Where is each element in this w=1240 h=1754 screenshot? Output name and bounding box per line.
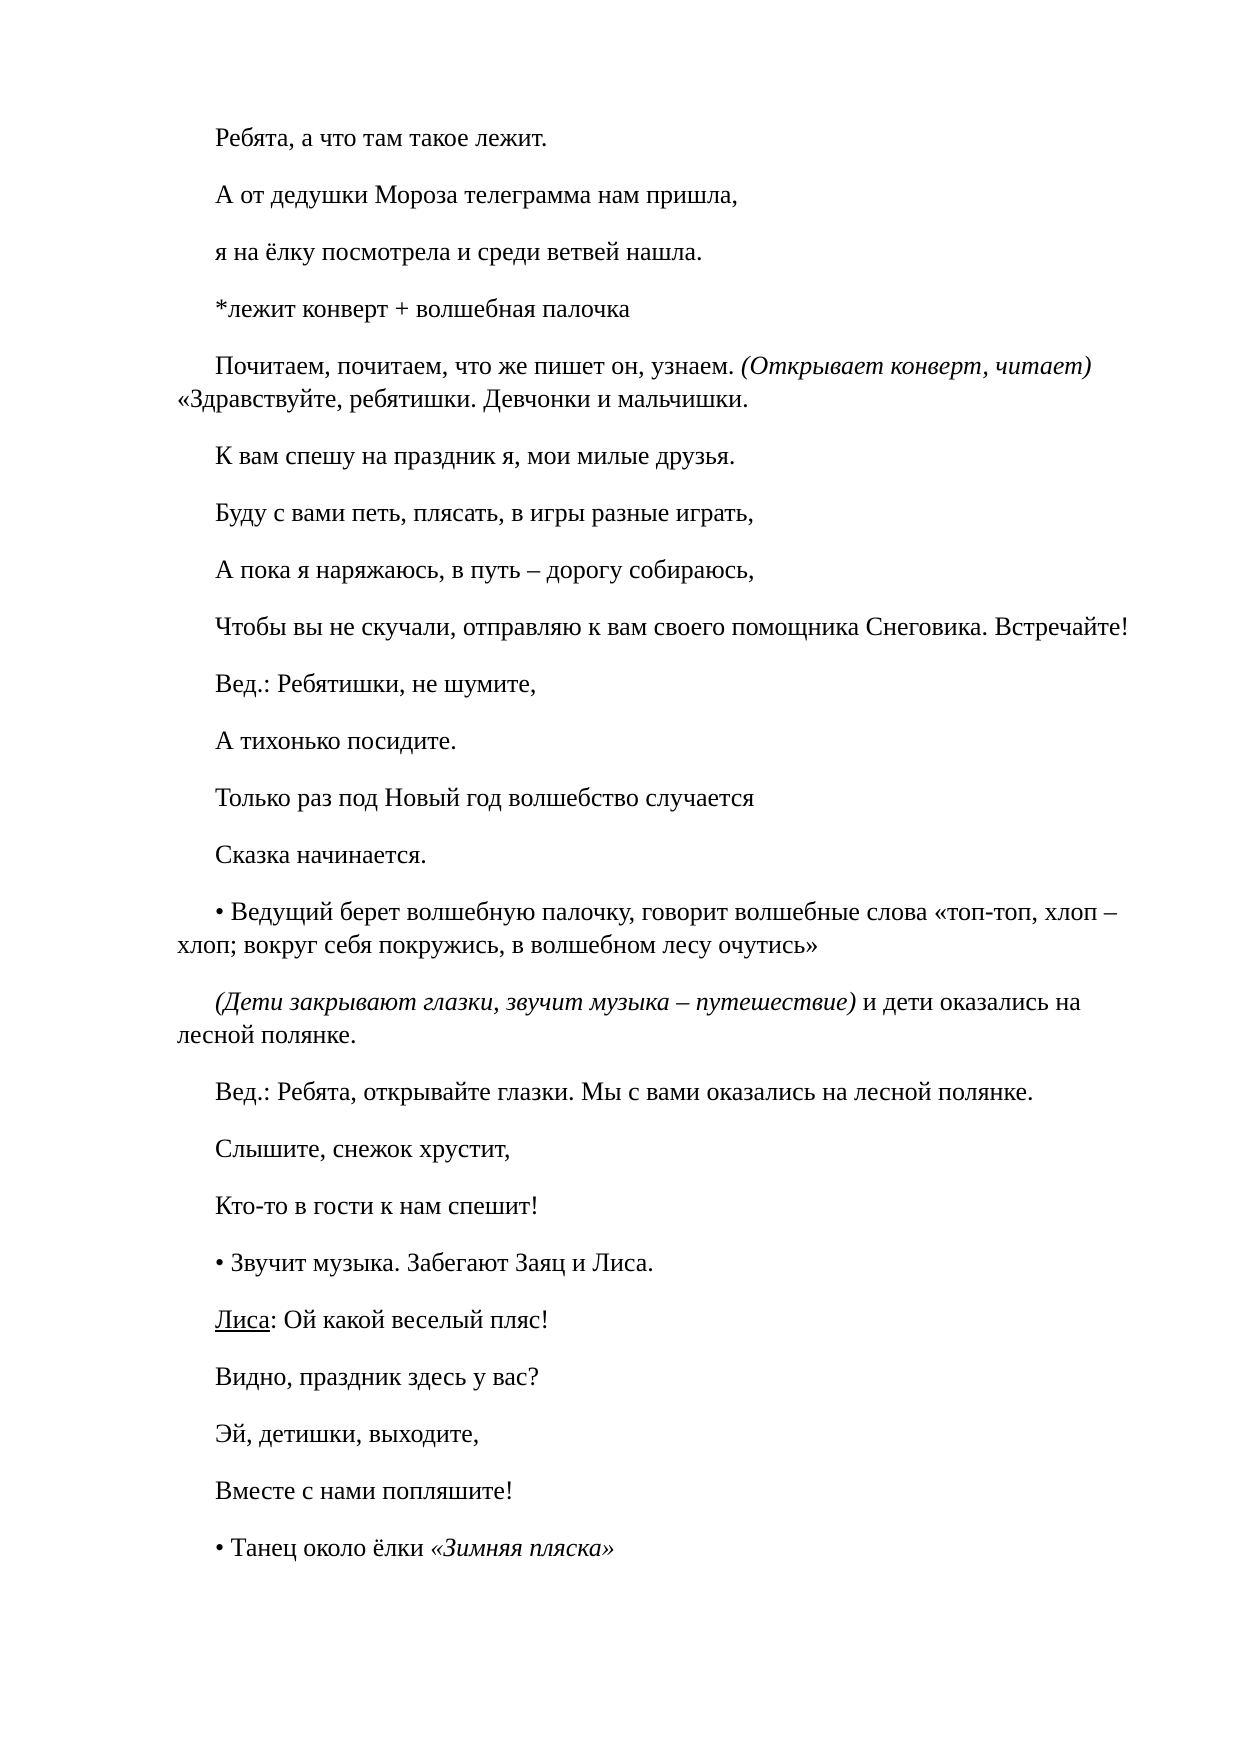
paragraph-text: «Здравствуйте, ребятишки. Девчонки и мальчишки. [177,384,749,413]
paragraph-text: • Ведущий берет волшебную палочку, говорит волшебные слова «топ-топ, хлоп – хлоп; вокруг себя покружись, в волшебном лесу очутись» [177,897,1117,959]
stage-direction: «Зимняя пляска» [430,1533,615,1562]
paragraph [177,439,1147,472]
paragraph [177,1417,1147,1450]
stage-direction: (Дети закрывают глазки, звучит музыка – путешествие) [215,987,857,1016]
paragraph-text: я на ёлку посмотрела и среди ветвей нашла. [215,237,703,266]
paragraph [177,235,1147,268]
paragraph [177,838,1147,871]
paragraph-text: К вам спешу на праздник я, мои милые друзья. [215,441,736,470]
paragraph-text: Почитаем, почитаем, что же пишет он, узнаем. [215,351,741,380]
paragraph-text: Чтобы вы не скучали, отправляю к вам своего помощника Снеговика. Встречайте! [215,612,1130,641]
paragraph-text: Вед.: Ребятишки, не шумите, [215,669,537,698]
document-body [177,121,1147,1588]
paragraph-text: Только раз под Новый год волшебство случается [215,783,755,812]
paragraph [177,121,1147,154]
paragraph-text: Видно, праздник здесь у вас? [215,1362,540,1391]
paragraph-text: • Танец около ёлки [215,1533,431,1562]
paragraph [177,1189,1147,1222]
paragraph-text: А пока я наряжаюсь, в путь – дорогу собираюсь, [215,555,755,584]
paragraph-text: Ребята, а что там такое лежит. [215,123,548,152]
paragraph [177,667,1147,700]
paragraph-text: Вед.: Ребята, открывайте глазки. Мы с вами оказались на лесной полянке. [215,1077,1034,1106]
paragraph-text: • Звучит музыка. Забегают Заяц и Лиса. [215,1248,654,1277]
paragraph-text: Сказка начинается. [215,840,427,869]
paragraph [177,349,1147,415]
paragraph [177,610,1147,643]
paragraph [177,1531,1147,1564]
paragraph [177,178,1147,211]
paragraph [177,1303,1147,1336]
paragraph [177,292,1147,325]
paragraph-text: *лежит конверт + волшебная палочка [215,294,631,323]
paragraph-text: Буду с вами петь, плясать, в игры разные играть, [215,498,754,527]
stage-direction: (Открывает конверт, читает) [740,351,1092,380]
paragraph [177,1246,1147,1279]
paragraph [177,1075,1147,1108]
paragraph [177,724,1147,757]
paragraph [177,1132,1147,1165]
paragraph-text: Вместе с нами попляшите! [215,1476,514,1505]
paragraph-text: : Ой какой веселый пляс! [269,1305,549,1334]
paragraph-text: А тихонько посидите. [215,726,457,755]
paragraph-text: Кто-то в гости к нам спешит! [215,1191,539,1220]
paragraph-text: Слышите, снежок хрустит, [215,1134,511,1163]
paragraph [177,781,1147,814]
paragraph [177,895,1147,961]
paragraph [177,553,1147,586]
paragraph [177,1360,1147,1393]
paragraph-text: А от дедушки Мороза телеграмма нам пришла, [215,180,738,209]
paragraph [177,496,1147,529]
paragraph [177,1474,1147,1507]
paragraph-text: Эй, детишки, выходите, [215,1419,480,1448]
speaker-name: Лиса [215,1305,270,1334]
paragraph [177,985,1147,1051]
paragraph-text: и дети оказались на лесной полянке. [177,987,1081,1049]
